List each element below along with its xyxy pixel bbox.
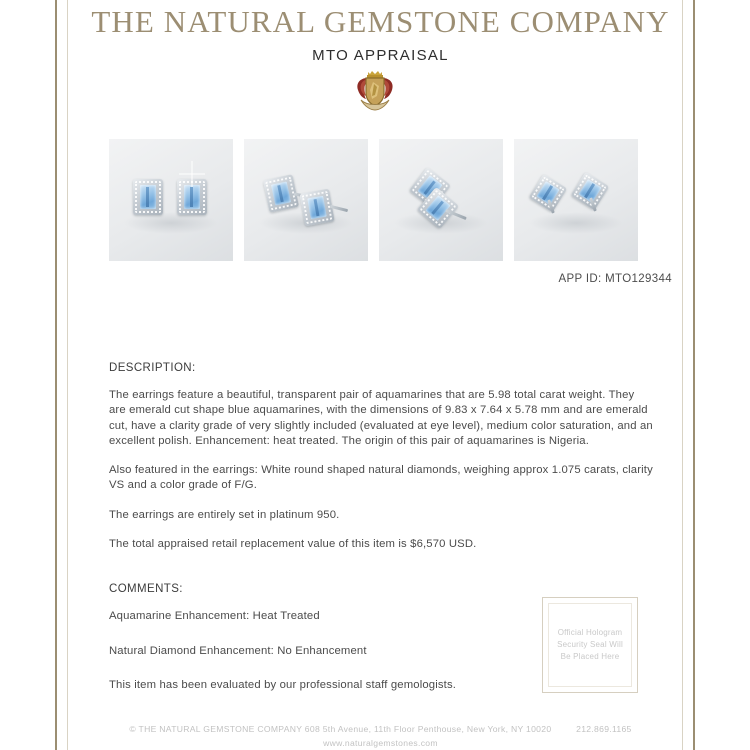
comments-heading: COMMENTS: <box>109 583 183 596</box>
aquamarine-gem <box>140 185 157 208</box>
photo-shadow <box>124 212 218 234</box>
app-id: APP ID: MTO129344 <box>558 273 672 285</box>
hologram-seal-inner <box>548 603 632 687</box>
seal-text-line-2: Security Seal Will <box>557 640 623 649</box>
document-header <box>68 0 693 64</box>
description-paragraph-2: Also featured in the earrings: White round shaped natural diamonds, weighing approx 1.075 carats, clarity VS and a color grade of F/G. <box>109 464 653 492</box>
hologram-seal-placeholder <box>542 597 638 693</box>
product-photo-4[interactable] <box>514 139 638 261</box>
page-border-left-thin <box>67 0 68 750</box>
description-section <box>109 362 654 552</box>
page-border-right-thick <box>693 0 695 750</box>
sparkle-glint <box>179 161 205 187</box>
description-paragraph-3: The earrings are entirely set in platinum 950. <box>109 508 340 521</box>
crest-logo <box>0 66 750 112</box>
seal-text-line-3: Be Placed Here <box>560 652 620 661</box>
description-heading: DESCRIPTION: <box>109 362 196 374</box>
company-title: THE NATURAL GEMSTONE COMPANY <box>91 4 670 39</box>
seal-text-line-1: Official Hologram <box>557 628 623 637</box>
footer-copyright: © THE NATURAL GEMSTONE COMPANY 608 5th Avenue, 11th Floor Penthouse, New York, NY 10020 <box>129 724 552 734</box>
product-photo-1[interactable] <box>109 139 233 261</box>
comment-diamond-enhancement: Natural Diamond Enhancement: No Enhancement <box>109 644 367 657</box>
photo-shadow <box>529 212 623 234</box>
footer-address-line <box>68 724 693 734</box>
description-paragraph-4: The total appraised retail replacement value of this item is $6,570 USD. <box>109 538 477 551</box>
footer-phone: 212.869.1165 <box>576 724 632 734</box>
product-photo-3[interactable] <box>379 139 503 261</box>
aquamarine-gem <box>184 185 201 208</box>
comment-aquamarine-enhancement: Aquamarine Enhancement: Heat Treated <box>109 610 320 623</box>
product-photo-2[interactable] <box>244 139 368 261</box>
document-subtitle: MTO APPRAISAL <box>312 47 449 64</box>
footer-website: www.naturalgemstones.com <box>323 738 438 748</box>
earring-right <box>571 172 610 211</box>
earring-left <box>529 174 568 213</box>
product-image-gallery <box>109 139 638 261</box>
page-border-left-thick <box>55 0 57 750</box>
earring-left <box>133 179 163 215</box>
heraldic-crest-icon <box>353 66 397 112</box>
page-border-right-thin <box>682 0 683 750</box>
description-paragraph-1: The earrings feature a beautiful, transparent pair of aquamarines that are 5.98 total carat weight. They are emerald cut shape blue aquamarines, with the dimensions of 9.83 x 7.64 x 5.78 mm and are emerald cut, have a clarity grade of very slightly included (evaluated at eye level), medium color saturation, and an excellent polish. Enhancement: heat treated. The origin of this pair of aquamarines is Nigeria. <box>109 389 653 447</box>
comment-gemologist-evaluation: This item has been evaluated by our professional staff gemologists. <box>109 678 457 691</box>
document-footer <box>68 724 693 748</box>
